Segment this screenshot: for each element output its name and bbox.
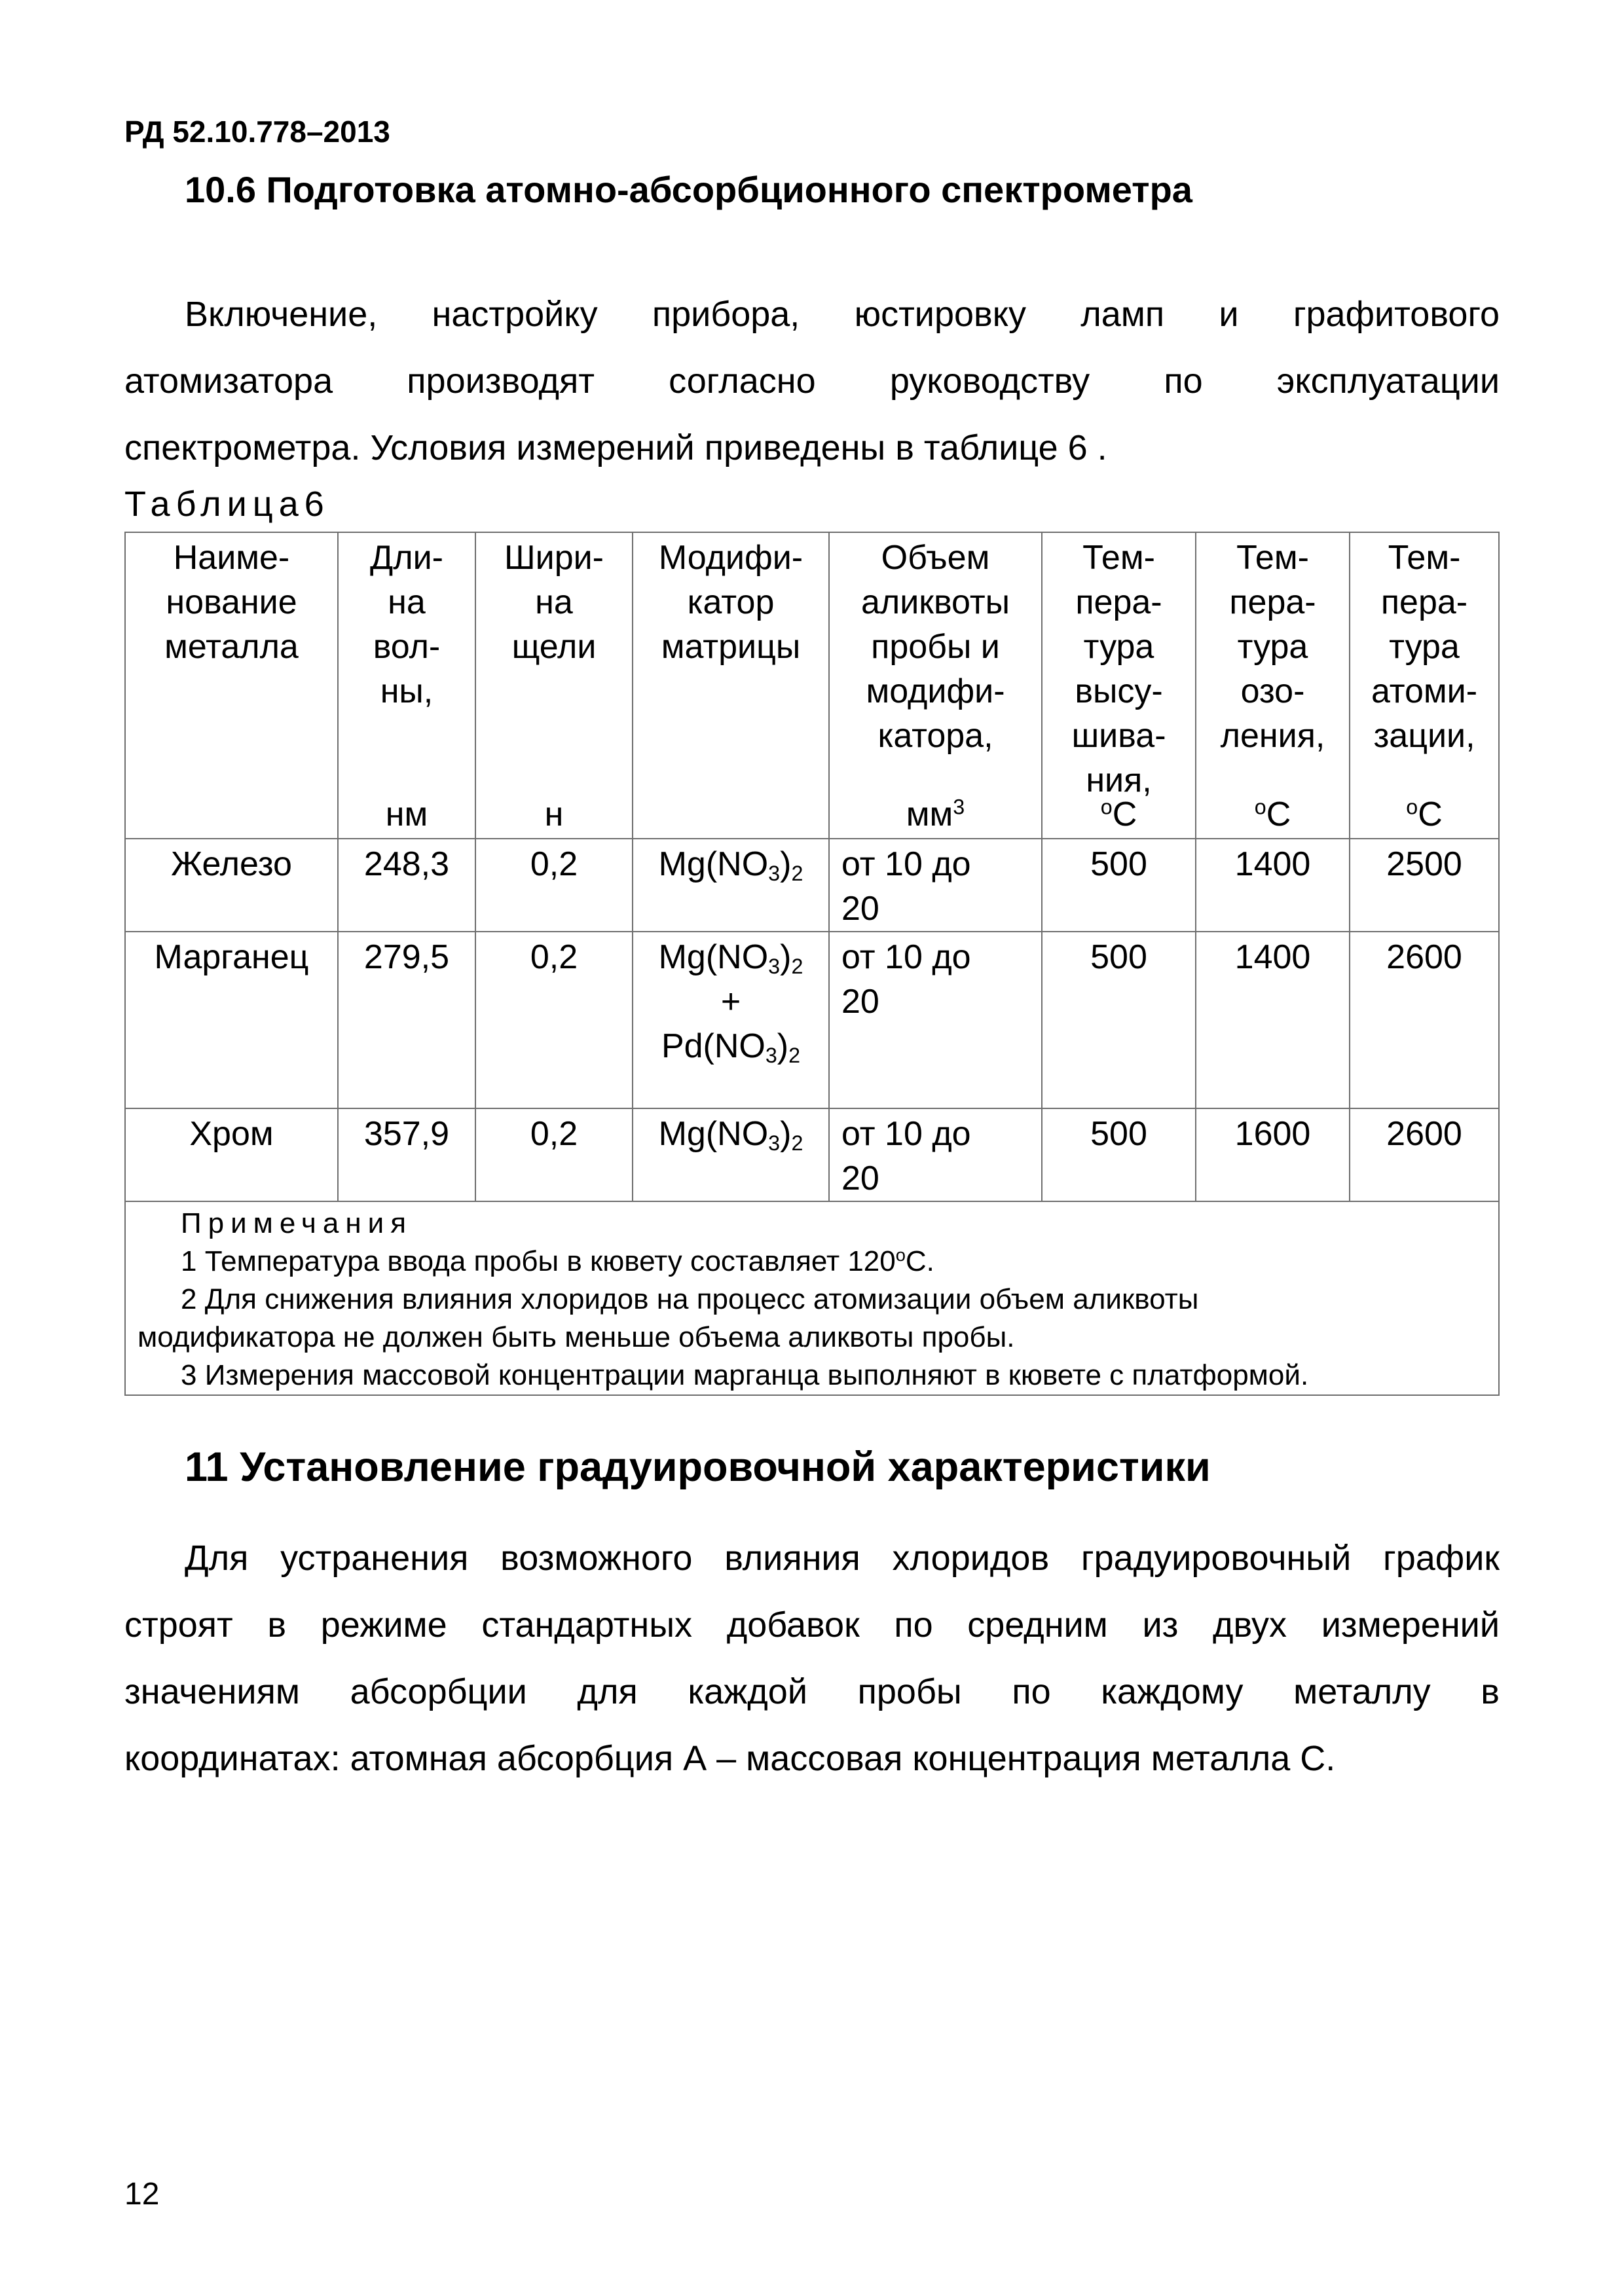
section-11-title: 11 Установление градуировочной характеристики: [185, 1444, 1211, 1490]
cell-volume: от 10 до 20: [829, 839, 1042, 932]
table-row: [125, 1108, 1499, 1201]
header-unit: н: [544, 795, 564, 833]
subscript: 2: [791, 955, 803, 979]
header-slit-width: [475, 532, 633, 839]
cell-slit: 0,2: [475, 1108, 633, 1201]
header-text: Дли- на вол- ны,: [370, 539, 443, 710]
cell-volume: от 10 до 20: [829, 1108, 1042, 1201]
degree-superscript: o: [895, 1245, 906, 1265]
cell-slit: 0,2: [475, 839, 633, 932]
cell-volume: от 10 до 20: [829, 932, 1042, 1108]
notes-title: Примечания: [181, 1207, 413, 1239]
header-text: Тем- пера- тура озо- ления,: [1220, 539, 1325, 755]
cell-wavelength: 279,5: [338, 932, 475, 1108]
unit-superscript: o: [1100, 795, 1113, 819]
subscript: 2: [791, 862, 803, 886]
paragraph-line: спектрометра. Условия измерений приведены в таблице 6 .: [124, 428, 1107, 467]
paragraph-line: строят в режиме стандартных добавок по средним из двух измерений: [124, 1605, 1500, 1645]
subscript: 2: [791, 1131, 803, 1156]
header-text: Модифи- катор матрицы: [658, 539, 803, 666]
header-drying-temp: [1042, 532, 1196, 839]
measurement-conditions-table: [124, 532, 1500, 1396]
notes-row: [125, 1201, 1499, 1395]
table-header-row: [125, 532, 1499, 839]
section-10-6-paragraph: [124, 282, 1500, 482]
cell-wavelength: 248,3: [338, 839, 475, 932]
subscript: 3: [765, 1044, 777, 1068]
cell-slit: 0,2: [475, 932, 633, 1108]
page-number: 12: [124, 2177, 160, 2212]
notes-cell: [125, 1201, 1499, 1395]
header-aliquot-volume: [829, 532, 1042, 839]
header-text: Тем- пера- тура высу- шива- ния,: [1071, 539, 1166, 799]
table-body: [125, 839, 1499, 1395]
cell-atomization-temp: 2600: [1350, 1108, 1499, 1201]
paragraph-line: значениям абсорбции для каждой пробы по каждому металлу в: [124, 1672, 1500, 1711]
note-line: модификатора не должен быть меньше объема аликвоты пробы.: [138, 1321, 1015, 1353]
cell-ashing-temp: 1600: [1196, 1108, 1350, 1201]
header-text: Шири- на щели: [504, 539, 604, 666]
note-line: 2 Для снижения влияния хлоридов на процесс атомизации объем аликвоты: [181, 1283, 1199, 1315]
table-row: [125, 839, 1499, 932]
subscript: 2: [788, 1044, 801, 1068]
unit-superscript: o: [1406, 795, 1418, 819]
paragraph-line: Для устранения возможного влияния хлоридов градуировочный график: [185, 1539, 1500, 1578]
cell-wavelength: 357,9: [338, 1108, 475, 1201]
paragraph-line: атомизатора производят согласно руководству по эксплуатации: [124, 361, 1500, 401]
header-text: Объем аликвоты пробы и модифи- катора,: [860, 539, 1010, 755]
header-unit: $^o$С: [1406, 795, 1443, 833]
note-line: 1 Температура ввода пробы в кювету составляет 120$^o$С.: [181, 1245, 934, 1277]
cell-metal: Хром: [125, 1108, 338, 1201]
subscript: 3: [768, 1131, 781, 1156]
header-unit: $мм^3$: [906, 795, 965, 833]
note-line: 3 Измерения массовой концентрации марганца выполняют в кювете с платформой.: [181, 1359, 1309, 1391]
header-text: Тем- пера- тура атоми- зации,: [1371, 539, 1478, 755]
unit-superscript: 3: [953, 795, 965, 819]
header-ashing-temp: [1196, 532, 1350, 839]
header-atomization-temp: [1350, 532, 1499, 839]
header-unit: $^o$С: [1100, 795, 1137, 833]
header-metal-name: [125, 532, 338, 839]
cell-drying-temp: 500: [1042, 839, 1196, 932]
cell-metal: Марганец: [125, 932, 338, 1108]
cell-ashing-temp: 1400: [1196, 932, 1350, 1108]
subscript: 3: [768, 955, 781, 979]
header-wavelength: [338, 532, 475, 839]
table-caption: Таблица6: [124, 484, 330, 524]
section-10-6-title: 10.6 Подготовка атомно-абсорбционного спектрометра: [185, 169, 1192, 210]
document-code: РД 52.10.778–2013: [124, 115, 390, 149]
paragraph-line: Включение, настройку прибора, юстировку ламп и графитового: [185, 295, 1500, 334]
cell-atomization-temp: 2500: [1350, 839, 1499, 932]
cell-metal: Железо: [125, 839, 338, 932]
subscript: 3: [768, 862, 781, 886]
cell-drying-temp: 500: [1042, 932, 1196, 1108]
header-matrix-modifier: [633, 532, 829, 839]
cell-ashing-temp: 1400: [1196, 839, 1350, 932]
cell-modifier: $Mg(NO_3)_2$: [633, 1108, 829, 1201]
cell-drying-temp: 500: [1042, 1108, 1196, 1201]
section-11-paragraph: [124, 1525, 1500, 1793]
paragraph-line: координатах: атомная абсорбция А – массовая концентрация металла С.: [124, 1739, 1336, 1778]
header-text: Наиме- нование металла: [164, 539, 299, 666]
header-unit: $^o$С: [1254, 795, 1291, 833]
cell-modifier: $Mg(NO_3)_2$ + $Pd(NO_3)_2$: [633, 932, 829, 1108]
cell-atomization-temp: 2600: [1350, 932, 1499, 1108]
table-row: [125, 932, 1499, 1108]
unit-superscript: o: [1254, 795, 1266, 819]
cell-modifier: $Mg(NO_3)_2$: [633, 839, 829, 932]
header-unit: нм: [385, 795, 428, 833]
